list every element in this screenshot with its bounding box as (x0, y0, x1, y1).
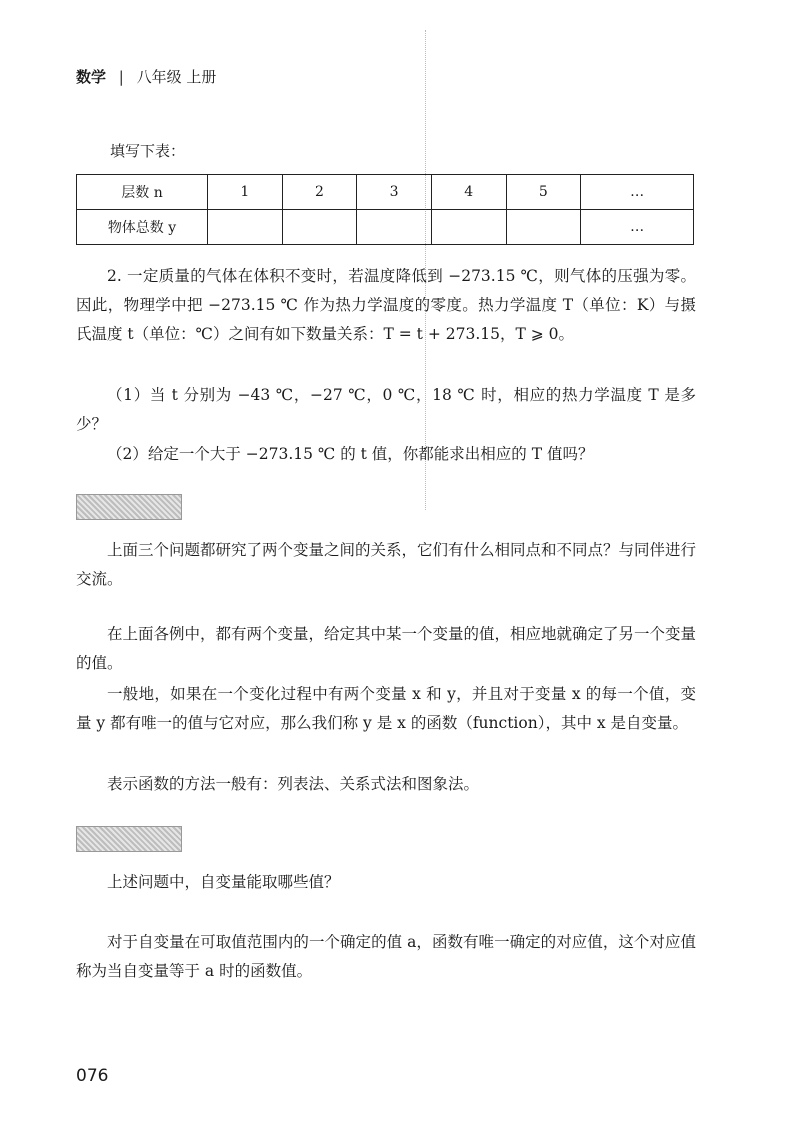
table-row (77, 175, 694, 210)
paragraph-function-value: 对于自变量在可取值范围内的一个确定的值 a，函数有唯一确定的对应值，这个对应值称为当自变量等于 a 时的函数值。 (76, 933, 696, 980)
table-cell: 层数 n (77, 175, 208, 210)
table-row (77, 210, 694, 245)
paragraph-function-definition: 一般地，如果在一个变化过程中有两个变量 x 和 y，并且对于变量 x 的每一个值，变量 y 都有唯一的值与它对应，那么我们称 y 是 x 的函数（function），其中 x 是自变量。 (76, 685, 696, 732)
table-intro: 填写下表： (110, 142, 186, 160)
table-cell: 5 (506, 175, 581, 210)
section-banner-think (76, 826, 182, 852)
table-cell: 1 (208, 175, 283, 210)
paragraph-discuss: 上面三个问题都研究了两个变量之间的关系，它们有什么相同点和不同点？与同伴进行交流。 (76, 541, 697, 588)
table-cell: … (581, 175, 694, 210)
table-cell: 3 (357, 175, 432, 210)
paragraph-question-1: （1）当 t 分别为 −43 ℃，−27 ℃，0 ℃，18 ℃ 时，相应的热力学温度 T 是多少？ (76, 386, 696, 433)
table-cell (282, 210, 357, 245)
section-banner-discuss (76, 494, 182, 520)
header-separator: | (118, 68, 124, 86)
table-cell (431, 210, 506, 245)
paragraph-function-methods: 表示函数的方法一般有：列表法、关系式法和图象法。 (107, 775, 480, 793)
data-table (76, 174, 694, 245)
header-subject: 数学 (76, 68, 107, 86)
table-cell: 物体总数 y (77, 210, 208, 245)
table-cell (208, 210, 283, 245)
page-header (76, 66, 216, 87)
paragraph-question-2: （2）给定一个大于 −273.15 ℃ 的 t 值，你都能求出相应的 T 值吗？ (107, 445, 594, 463)
table-cell (506, 210, 581, 245)
header-grade: 八年级 上册 (136, 68, 217, 86)
paragraph-gas-temperature: 2. 一定质量的气体在体积不变时，若温度降低到 −273.15 ℃，则气体的压强为零。因此，物理学中把 −273.15 ℃ 作为热力学温度的零度。热力学温度 T（单位：K）与摄氏温度 t（单位：℃）之间有如下数量关系：T = t + 273.15，T ⩾ 0。 (76, 267, 696, 343)
table-cell: 2 (282, 175, 357, 210)
page-number: 076 (76, 1066, 109, 1086)
paragraph-think-question: 上述问题中，自变量能取哪些值？ (107, 873, 340, 891)
table-cell: 4 (431, 175, 506, 210)
table-cell: … (581, 210, 694, 245)
paragraph-two-variables: 在上面各例中，都有两个变量，给定其中某一个变量的值，相应地就确定了另一个变量的值。 (76, 625, 697, 672)
table-cell (357, 210, 432, 245)
